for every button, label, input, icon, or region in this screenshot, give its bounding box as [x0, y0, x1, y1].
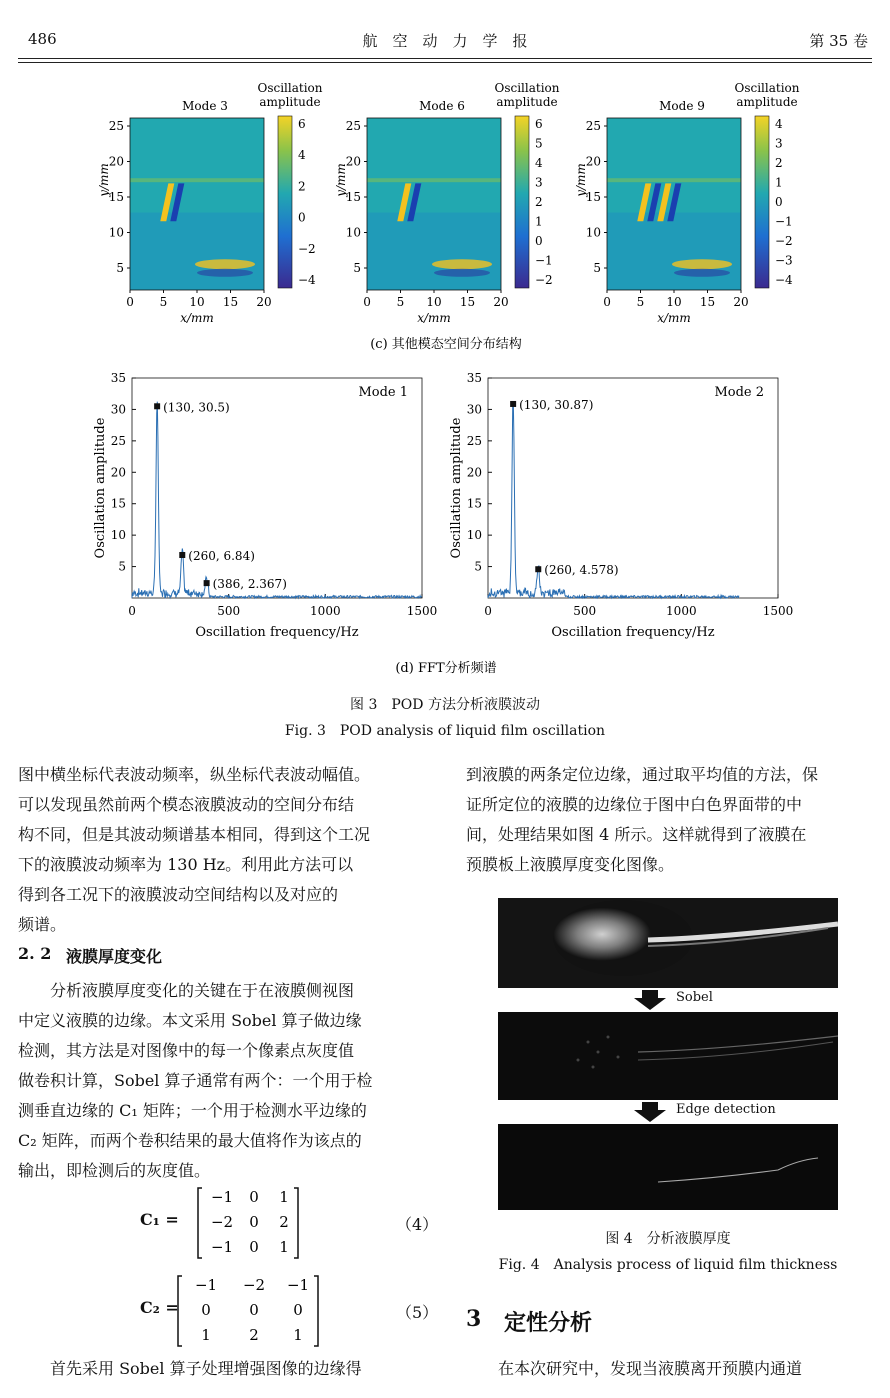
- colorbar-tick: 4: [535, 156, 543, 170]
- y-tick-label: 5: [474, 559, 482, 574]
- x-axis-label: Oscillation frequency/Hz: [195, 625, 359, 640]
- y-axis-label: Oscillation amplitude: [93, 417, 108, 559]
- left-paragraph-1: 图中横坐标代表波动频率，纵坐标代表波动幅值。 可以发现虽然前两个模态液膜波动的空间分布结 构不同，但是其波动频谱基本相同，得到这个工况 下的液膜波动频率为 130 Hz。利用此方法可以 得到各工况下的液膜波动空间结构以及对应的 频谱。: [18, 765, 371, 934]
- x-tick-label: 1000: [666, 604, 697, 618]
- y-axis-label: y/mm: [574, 163, 588, 197]
- y-tick-label: 15: [585, 190, 601, 204]
- x-tick-label: 0: [484, 604, 492, 618]
- y-tick-label: 25: [110, 433, 126, 448]
- matrix-cell: −1: [210, 1188, 234, 1206]
- y-tick-label: 10: [108, 225, 124, 240]
- colorbar-tick: −2: [535, 273, 553, 287]
- fig3-caption-cn: 图 3 POD 方法分析液膜波动: [350, 697, 540, 713]
- heatmap-panel-2: [334, 81, 560, 325]
- panel-d-caption: (d) FFT分析频谱: [395, 661, 497, 676]
- x-axis-label: x/mm: [417, 311, 451, 325]
- colorbar-title: amplitude: [736, 95, 798, 109]
- y-tick-label: 20: [110, 465, 126, 480]
- colorbar-title: amplitude: [496, 95, 558, 109]
- peak-label: (260, 6.84): [188, 549, 255, 564]
- x-axis-label: x/mm: [657, 311, 691, 325]
- eq4-matrix: [194, 1184, 304, 1262]
- matrix-cell: 0: [249, 1188, 259, 1206]
- x-axis-label: x/mm: [180, 311, 214, 325]
- colorbar-tick: 6: [535, 117, 543, 131]
- eq5-number: （5）: [396, 1303, 439, 1322]
- colorbar-tick: 2: [535, 195, 543, 209]
- right-paragraph-1: 到液膜的两条定位边缘，通过取平均值的方法，保 证所定位的液膜的边缘位于图中白色界面带的中 间，处理结果如图 4 所示。这样就得到了液膜在 预膜板上液膜厚度变化图像。: [466, 765, 819, 874]
- colorbar-title: Oscillation: [257, 81, 323, 95]
- spectrum-panel-2: [449, 371, 793, 640]
- matrix-cell: −1: [194, 1276, 218, 1294]
- left-paragraph-2: 分析液膜厚度变化的关键在于在液膜侧视图 中定义液膜的边缘。本文采用 Sobel 算子做边缘 检测，其方法是对图像中的每一个像素点灰度值 做卷积计算，Sobel 算子通常有两个：一个用于检 测垂直边缘的 C₁ 矩阵；一个用于检测水平边缘的 C₂ 矩阵，而两个卷积结果的最大值将作为该点的 输出，即检测后的灰度值。: [18, 981, 373, 1180]
- y-tick-label: 30: [110, 402, 126, 417]
- x-tick-label: 0: [603, 295, 611, 309]
- y-tick-label: 5: [353, 261, 361, 275]
- y-tick-label: 10: [110, 528, 126, 543]
- x-tick-label: 5: [636, 295, 645, 309]
- mode-title: Mode 3: [182, 99, 228, 113]
- section-2-2-number: 2. 2: [18, 944, 52, 963]
- x-tick-label: 1000: [310, 604, 341, 618]
- right-last-line: 在本次研究中，发现当液膜离开预膜内通道: [466, 1359, 803, 1378]
- y-tick-label: 20: [108, 154, 124, 169]
- section-2-2-title: 液膜厚度变化: [66, 947, 163, 966]
- y-tick-label: 5: [116, 261, 124, 275]
- heatmap-panel-1: [97, 81, 323, 325]
- y-tick-label: 35: [110, 371, 126, 385]
- x-tick-label: 20: [493, 295, 509, 309]
- colorbar-tick: 3: [775, 136, 783, 151]
- peak-marker: [204, 580, 210, 586]
- colorbar-title: Oscillation: [734, 81, 800, 95]
- matrix-cell: 1: [279, 1238, 289, 1256]
- matrix-cell: 0: [249, 1238, 259, 1256]
- x-tick-label: 1500: [762, 604, 794, 618]
- y-tick-label: 20: [345, 154, 361, 169]
- y-tick-label: 25: [108, 119, 124, 133]
- x-tick-label: 500: [573, 604, 597, 618]
- matrix-cell: −1: [286, 1276, 310, 1294]
- colorbar-tick: 0: [775, 195, 783, 209]
- x-tick-label: 0: [128, 604, 136, 618]
- fig4-arrow-sobel: Sobel: [498, 988, 838, 1012]
- matrix-cell: 2: [249, 1326, 259, 1344]
- y-axis-label: y/mm: [334, 163, 348, 197]
- volume-label: 第 35 卷: [809, 32, 868, 50]
- x-tick-label: 20: [733, 295, 749, 309]
- y-tick-label: 30: [466, 402, 482, 417]
- matrix-cell: 2: [279, 1213, 289, 1231]
- x-tick-label: 1500: [406, 604, 438, 618]
- y-axis-label: y/mm: [97, 163, 111, 197]
- matrix-cell: −2: [210, 1213, 234, 1231]
- colorbar-tick: 4: [298, 148, 306, 163]
- fig3-caption-en: Fig. 3 POD analysis of liquid film oscillation: [284, 723, 606, 739]
- colorbar-tick: −4: [775, 273, 793, 287]
- header-rule: [18, 58, 872, 59]
- x-tick-label: 5: [159, 295, 168, 309]
- y-tick-label: 20: [466, 465, 482, 480]
- fig4-caption-cn: 图 4 分析液膜厚度: [605, 1231, 731, 1247]
- y-tick-label: 5: [593, 261, 601, 275]
- y-tick-label: 15: [108, 190, 124, 204]
- section-3-number: 3: [466, 1306, 482, 1332]
- fig4-sobel-image: [498, 1012, 838, 1100]
- peak-marker: [535, 566, 541, 572]
- section-3-title: 定性分析: [504, 1310, 593, 1336]
- eq5-matrix: [174, 1272, 324, 1350]
- x-tick-label: 10: [189, 295, 205, 309]
- colorbar: [515, 116, 529, 288]
- y-tick-label: 20: [585, 154, 601, 169]
- spectrum-title: Mode 1: [358, 385, 408, 400]
- x-tick-label: 500: [217, 604, 241, 618]
- colorbar-title: amplitude: [259, 95, 321, 109]
- colorbar-tick: −3: [775, 253, 793, 268]
- x-tick-label: 0: [363, 295, 371, 309]
- matrix-cell: −1: [210, 1238, 234, 1256]
- colorbar-tick: −2: [775, 234, 793, 248]
- peak-label: (386, 2.367): [212, 577, 287, 592]
- spectrum-panel-1: [93, 371, 437, 640]
- x-tick-label: 10: [426, 295, 442, 309]
- x-tick-label: 15: [459, 295, 476, 309]
- matrix-cell: 1: [201, 1326, 211, 1344]
- spectrum-title: Mode 2: [714, 385, 764, 400]
- peak-marker: [154, 403, 160, 409]
- y-tick-label: 25: [466, 433, 482, 448]
- colorbar-title: Oscillation: [494, 81, 560, 95]
- colorbar-tick: 1: [535, 214, 543, 229]
- eq4-number: （4）: [396, 1215, 439, 1234]
- y-tick-label: 15: [110, 496, 126, 511]
- colorbar-tick: 5: [535, 136, 543, 151]
- colorbar-tick: 2: [775, 156, 783, 170]
- peak-marker: [510, 401, 516, 407]
- fig4-original-image: [498, 898, 838, 988]
- colorbar-tick: 0: [535, 234, 543, 248]
- colorbar-tick: 0: [298, 210, 306, 225]
- y-tick-label: 10: [345, 225, 361, 240]
- fig4-caption-en: Fig. 4 Analysis process of liquid film thickness: [498, 1257, 838, 1273]
- matrix-cell: 1: [293, 1326, 303, 1344]
- x-tick-label: 15: [222, 295, 239, 309]
- heatmap-panel-3: [574, 81, 800, 325]
- figure-3: [90, 72, 802, 682]
- colorbar-tick: 2: [298, 179, 306, 194]
- colorbar-tick: 1: [775, 175, 783, 190]
- page-number: 486: [28, 30, 57, 48]
- x-tick-label: 0: [126, 295, 134, 309]
- colorbar-tick: −4: [298, 273, 316, 287]
- x-tick-label: 15: [699, 295, 716, 309]
- matrix-cell: 0: [293, 1301, 303, 1319]
- y-tick-label: 25: [345, 119, 361, 133]
- eq5-label: C₂ =: [140, 1298, 179, 1317]
- matrix-cell: 0: [249, 1301, 259, 1319]
- panel-c-caption: (c) 其他模态空间分布结构: [370, 337, 522, 352]
- y-tick-label: 15: [345, 190, 361, 204]
- left-last-line: 首先采用 Sobel 算子处理增强图像的边缘得: [18, 1359, 362, 1378]
- y-tick-label: 10: [585, 225, 601, 240]
- matrix-cell: 1: [279, 1188, 289, 1206]
- y-tick-label: 25: [585, 119, 601, 133]
- mode-title: Mode 6: [419, 99, 465, 113]
- colorbar-tick: −1: [535, 253, 553, 268]
- peak-label: (130, 30.87): [519, 397, 594, 412]
- y-tick-label: 10: [466, 528, 482, 543]
- matrix-cell: 0: [201, 1301, 211, 1319]
- x-tick-label: 5: [396, 295, 405, 309]
- spectrum-line: [132, 402, 422, 598]
- colorbar-tick: 6: [298, 117, 306, 131]
- matrix-cell: −2: [242, 1276, 266, 1294]
- x-axis-label: Oscillation frequency/Hz: [551, 625, 715, 640]
- colorbar-tick: 4: [775, 117, 783, 131]
- colorbar: [755, 116, 769, 288]
- y-tick-label: 35: [466, 371, 482, 385]
- eq4-label: C₁ =: [140, 1210, 179, 1229]
- y-tick-label: 15: [466, 496, 482, 511]
- x-tick-label: 10: [666, 295, 682, 309]
- matrix-cell: 0: [249, 1213, 259, 1231]
- colorbar-tick: 3: [535, 175, 543, 190]
- colorbar-tick: −2: [298, 241, 316, 256]
- peak-marker: [179, 552, 185, 558]
- header-rule-thin: [18, 62, 872, 63]
- y-tick-label: 5: [118, 559, 126, 574]
- fig4-arrow-edge: Edge detection: [498, 1100, 838, 1124]
- journal-title: 航 空 动 力 学 报: [362, 32, 528, 50]
- colorbar: [278, 116, 292, 288]
- colorbar-tick: −1: [775, 214, 793, 229]
- fig4-edge-image: [498, 1124, 838, 1210]
- mode-title: Mode 9: [659, 99, 705, 113]
- x-tick-label: 20: [256, 295, 272, 309]
- y-axis-label: Oscillation amplitude: [449, 417, 464, 559]
- peak-label: (130, 30.5): [163, 400, 230, 415]
- peak-label: (260, 4.578): [544, 563, 619, 578]
